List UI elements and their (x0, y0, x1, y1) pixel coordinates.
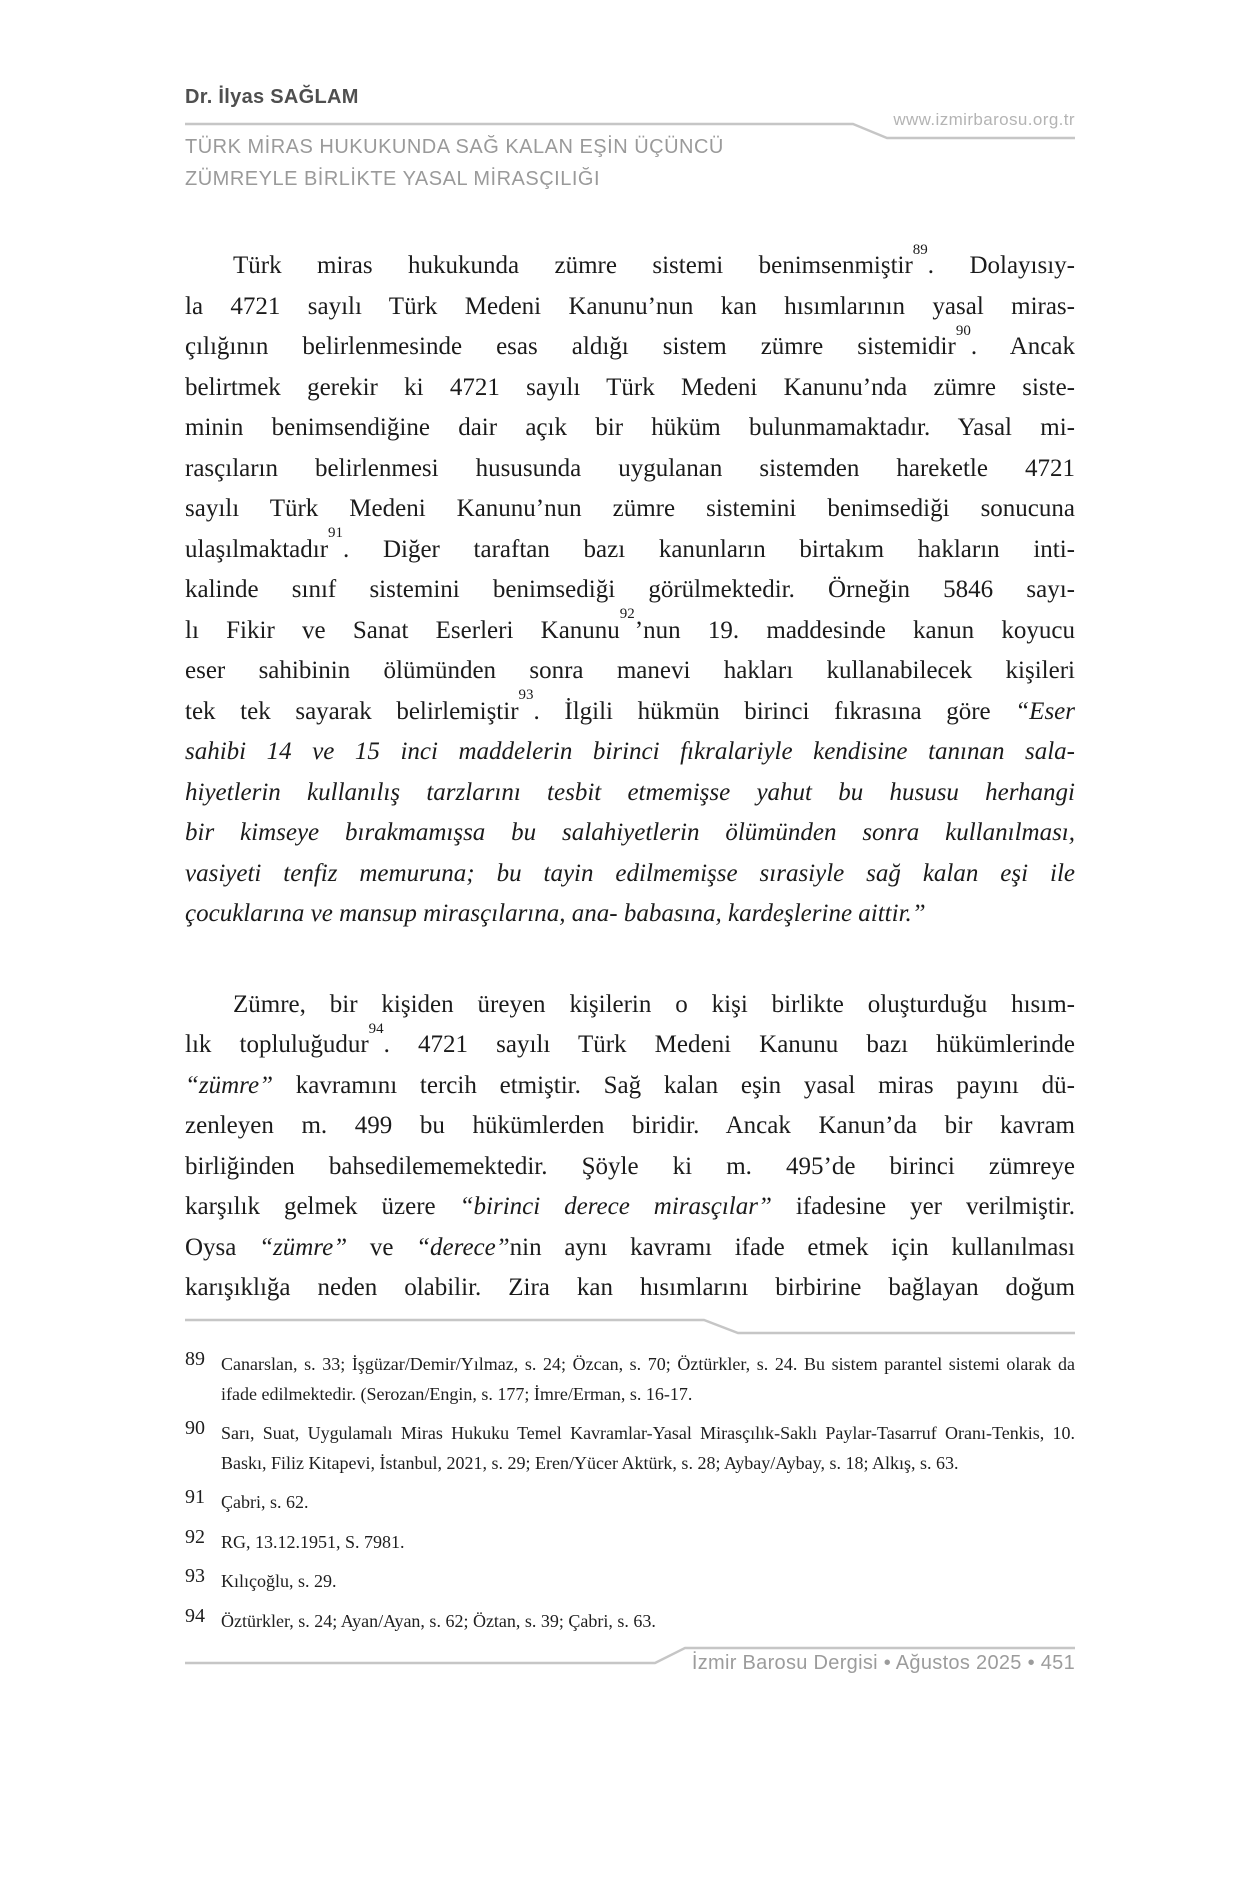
body-line (185, 606, 1075, 652)
body-line (185, 1147, 1075, 1188)
body-line (185, 985, 1075, 1026)
quote-text: “derece” (416, 1233, 510, 1261)
author-name: Dr. İlyas SAĞLAM (185, 86, 359, 108)
footnote-text: Kılıçoğlu, s. 29. (221, 1571, 337, 1591)
body-line (185, 287, 1075, 328)
body-line (185, 241, 1076, 287)
footer-info: İzmir Barosu Dergisi • Ağustos 2025 • 451 (691, 1652, 1075, 1674)
text-segment: karışıklığa neden olabilir. Zira kan hısımlarını birbirine bağlayan doğum (185, 1274, 1075, 1301)
text-segment: nin aynı kavramı ifade etmek için kullanılması (509, 1233, 1075, 1261)
body-line (185, 449, 1075, 490)
text-segment: . İlgili hükmün birinci fıkrasına göre (533, 697, 1016, 725)
text-segment: belirtmek gerekir ki 4721 sayılı Türk Medeni Kanunu’nda zümre siste- (185, 373, 1075, 401)
footnote-ref: 89 (912, 241, 928, 258)
footnote-item (185, 1604, 1075, 1637)
quote-text: çocuklarına ve mansup mirasçılarına, ana- babasına, kardeşlerine aittir.” (185, 900, 926, 927)
footnote-item (185, 1419, 1075, 1478)
body-line (185, 813, 1075, 854)
footnote-item (185, 1525, 1075, 1558)
footnote-ref: 92 (619, 606, 635, 623)
text-segment: eser sahibinin ölümünden sonra manevi hakları kullanabilecek kişileri (185, 657, 1075, 684)
footnote-text: RG, 13.12.1951, S. 7981. (221, 1531, 405, 1552)
footnote-separator (185, 1318, 1075, 1336)
footnote-text: Sarı, Suat, Uygulamalı Miras Hukuku Temel Kavramlar-Yasal Mirasçılık-Saklı Paylar-Tasarruf Oranı-Tenkis, 10. Baskı, Filiz Kitapevi, İstanbul, 2021, s. 29; Eren/Yücer Aktürk, s. 28; Aybay/Aybay, s. 18; Alkış, s. 63. (221, 1423, 1075, 1473)
footnote-number: 92 (185, 1525, 205, 1548)
footnote-number: 91 (185, 1486, 205, 1508)
footnote-ref: 94 (368, 1020, 384, 1037)
text-segment: lı Fikir ve Sanat Eserleri Kanunu (185, 616, 620, 644)
text-segment: . Dolayısıy- (927, 252, 1076, 279)
text-segment: rasçıların belirlenmesi hususunda uygulanan sistemden hareketle 4721 (185, 454, 1075, 482)
body-line (185, 1106, 1075, 1147)
body-line (185, 525, 1075, 571)
text-segment: lık topluluğudur (185, 1031, 369, 1058)
text-segment: sayılı Türk Medeni Kanunu’nun zümre sistemini benimsediği sonucuna (185, 495, 1075, 522)
body-line (185, 489, 1075, 530)
website-url: www.izmirbarosu.org.tr (893, 110, 1075, 129)
page-title-line2: ZÜMREYLE BİRLİKTE YASAL MİRASÇILIĞI (185, 167, 601, 190)
body-line (185, 322, 1075, 368)
text-segment: la 4721 sayılı Türk Medeni Kanunu’nun kan hısımlarının yasal miras- (185, 292, 1075, 320)
body-line (185, 368, 1075, 409)
text-segment: karşılık gelmek üzere (185, 1193, 460, 1220)
text-segment: . Ancak (970, 333, 1075, 360)
text-segment: Türk miras hukukunda zümre sistemi benimsenmiştir (233, 252, 913, 279)
text-segment: minin benimsendiğine dair açık bir hüküm bulunmamaktadır. Yasal mi- (185, 414, 1075, 441)
text-segment: birliğinden bahsedilememektedir. Şöyle ki m. 495’de birinci zümreye (185, 1152, 1075, 1180)
body-line (185, 894, 1075, 935)
page-title-line1: TÜRK MİRAS HUKUKUNDA SAĞ KALAN EŞİN ÜÇÜNCÜ (185, 136, 724, 158)
footnote-item (185, 1488, 1075, 1518)
quote-text: “zümre” (259, 1233, 348, 1261)
footnote-text: Canarslan, s. 33; İşgüzar/Demir/Yılmaz, s. 24; Özcan, s. 70; Öztürkler, s. 24. Bu sistem parantel sistemi olarak da ifade edilmektedir. (Serozan/Engin, s. 177; İmre/Erman, s. 16-17. (221, 1354, 1075, 1404)
body-line (185, 651, 1075, 692)
header (185, 86, 1075, 216)
body-line (185, 570, 1075, 611)
quote-text: bir kimseye bırakmamışsa bu salahiyetlerin ölümünden sonra kullanılması, (185, 819, 1075, 846)
body-line (185, 854, 1075, 895)
body-line (185, 732, 1075, 773)
text-segment: zenleyen m. 499 bu hükümlerden biridir. Ancak Kanun’da bir kavram (185, 1112, 1075, 1139)
footnote-item (185, 1350, 1075, 1409)
body-text (185, 241, 1076, 1309)
text-segment: Zümre, bir kişiden üreyen kişilerin o kişi birlikte oluşturduğu hısım- (233, 990, 1075, 1018)
text-segment: Oysa (185, 1233, 260, 1261)
body-line (185, 773, 1075, 814)
text-segment: . 4721 sayılı Türk Medeni Kanunu bazı hükümlerinde (383, 1031, 1075, 1058)
page-title (185, 132, 825, 195)
quote-text: “Eser (1015, 697, 1075, 725)
quote-text: vasiyeti tenfiz memuruna; bu tayin edilmemişse sırasiyle sağ kalan eşi ile (185, 859, 1075, 887)
paragraph (185, 985, 1075, 1309)
quote-text: hiyetlerin kullanılış tarzlarını tesbit etmemişse yahut bu hususu herhangi (185, 778, 1075, 806)
text-segment: ifadesine yer verilmiştir. (771, 1193, 1075, 1220)
body-line (185, 1228, 1075, 1269)
footnote-list (185, 1350, 1075, 1646)
footnote-item (185, 1567, 1075, 1597)
text-segment: tek tek sayarak belirlemiştir (185, 697, 519, 725)
footnote-number: 94 (185, 1604, 205, 1627)
text-segment: ve (347, 1233, 417, 1261)
footnote-number: 90 (185, 1417, 205, 1439)
footnote-number: 89 (185, 1348, 205, 1370)
body-line (185, 1066, 1075, 1107)
text-segment: kalinde sınıf sistemini benimsediği görülmektedir. Örneğin 5846 sayı- (185, 576, 1075, 603)
text-segment: ulaşılmaktadır (185, 535, 329, 563)
footnote-ref: 90 (955, 322, 971, 339)
text-segment: . Diğer taraftan bazı kanunların birtakım hakların inti- (343, 535, 1075, 563)
footnote-number: 93 (185, 1565, 205, 1587)
quote-text: “zümre” (185, 1071, 273, 1099)
body-line (185, 1020, 1075, 1066)
footnote-ref: 93 (518, 687, 534, 704)
footnote-ref: 91 (328, 525, 344, 542)
body-line (185, 687, 1075, 733)
quote-text: sahibi 14 ve 15 inci maddelerin birinci fıkralariyle kendisine tanınan sala- (185, 738, 1075, 765)
text-segment: kavramını tercih etmiştir. Sağ kalan eşin yasal miras payını dü- (273, 1071, 1075, 1099)
paragraph (185, 241, 1076, 935)
text-segment: çılığının belirlenmesinde esas aldığı sistem zümre sistemidir (185, 333, 956, 360)
body-line (185, 1268, 1075, 1309)
body-line (185, 1187, 1075, 1228)
text-segment: ’nun 19. maddesinde kanun koyucu (634, 616, 1075, 644)
quote-text: “birinci derece mirasçılar” (459, 1193, 772, 1220)
body-line (185, 408, 1075, 449)
footnote-text: Çabri, s. 62. (221, 1492, 309, 1512)
footnote-text: Öztürkler, s. 24; Ayan/Ayan, s. 62; Öztan, s. 39; Çabri, s. 63. (221, 1610, 656, 1631)
